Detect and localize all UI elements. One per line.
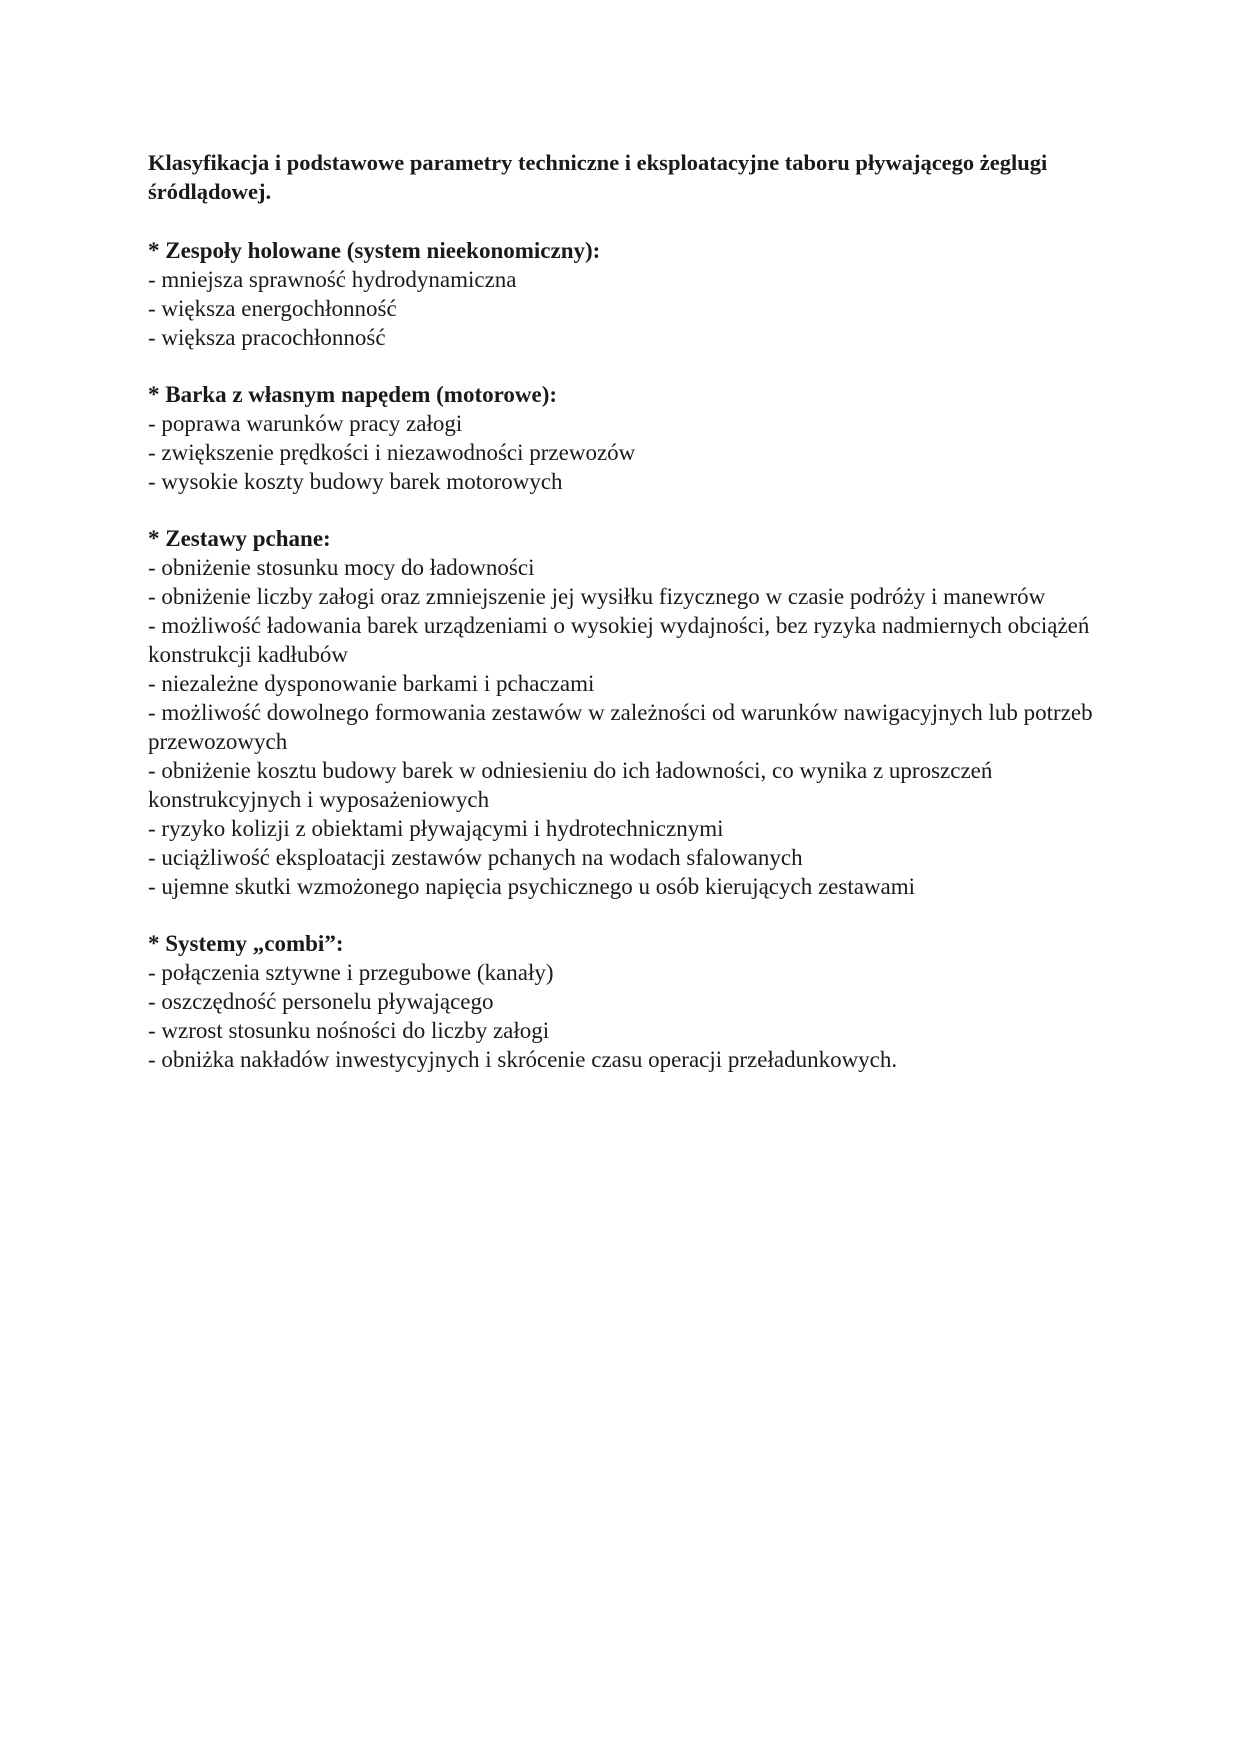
list-item: - uciążliwość eksploatacji zestawów pchanych na wodach sfalowanych: [148, 845, 803, 870]
section-heading: * Zestawy pchane:: [148, 526, 331, 551]
document-page: [148, 148, 1093, 1102]
document-title: Klasyfikacja i podstawowe parametry techniczne i eksploatacyjne taboru pływającego żeglugi śródlądowej.: [148, 150, 1048, 204]
section-pushed-convoys: [148, 524, 1093, 901]
list-item: - wysokie koszty budowy barek motorowych: [148, 469, 563, 494]
list-item: - oszczędność personelu pływającego: [148, 989, 494, 1014]
list-item: - możliwość dowolnego formowania zestawów w zależności od warunków nawigacyjnych lub potrzeb przewozowych: [148, 700, 1093, 754]
list-item: - ryzyko kolizji z obiektami pływającymi i hydrotechnicznymi: [148, 816, 724, 841]
list-item: - większa pracochłonność: [148, 325, 386, 350]
list-item: - możliwość ładowania barek urządzeniami o wysokiej wydajności, bez ryzyka nadmiernych obciążeń konstrukcji kadłubów: [148, 613, 1090, 667]
section-towed-convoys: [148, 236, 1093, 352]
list-item: - obniżenie kosztu budowy barek w odniesieniu do ich ładowności, co wynika z uproszczeń konstrukcyjnych i wyposażeniowych: [148, 758, 993, 812]
list-item: - zwiększenie prędkości i niezawodności przewozów: [148, 440, 636, 465]
section-combi-systems: [148, 929, 1093, 1074]
section-heading: * Zespoły holowane (system nieekonomiczny):: [148, 238, 601, 263]
section-heading: * Systemy „combi”:: [148, 931, 344, 956]
list-item: - połączenia sztywne i przegubowe (kanały): [148, 960, 554, 985]
list-item: - wzrost stosunku nośności do liczby załogi: [148, 1018, 550, 1043]
list-item: - obniżenie liczby załogi oraz zmniejszenie jej wysiłku fizycznego w czasie podróży i manewrów: [148, 584, 1046, 609]
list-item: - ujemne skutki wzmożonego napięcia psychicznego u osób kierujących zestawami: [148, 874, 916, 899]
list-item: - większa energochłonność: [148, 296, 397, 321]
section-self-propelled-barge: [148, 380, 1093, 496]
list-item: - mniejsza sprawność hydrodynamiczna: [148, 267, 517, 292]
list-item: - obniżka nakładów inwestycyjnych i skrócenie czasu operacji przeładunkowych.: [148, 1047, 898, 1072]
section-heading: * Barka z własnym napędem (motorowe):: [148, 382, 558, 407]
list-item: - obniżenie stosunku mocy do ładowności: [148, 555, 535, 580]
list-item: - poprawa warunków pracy załogi: [148, 411, 463, 436]
list-item: - niezależne dysponowanie barkami i pchaczami: [148, 671, 595, 696]
